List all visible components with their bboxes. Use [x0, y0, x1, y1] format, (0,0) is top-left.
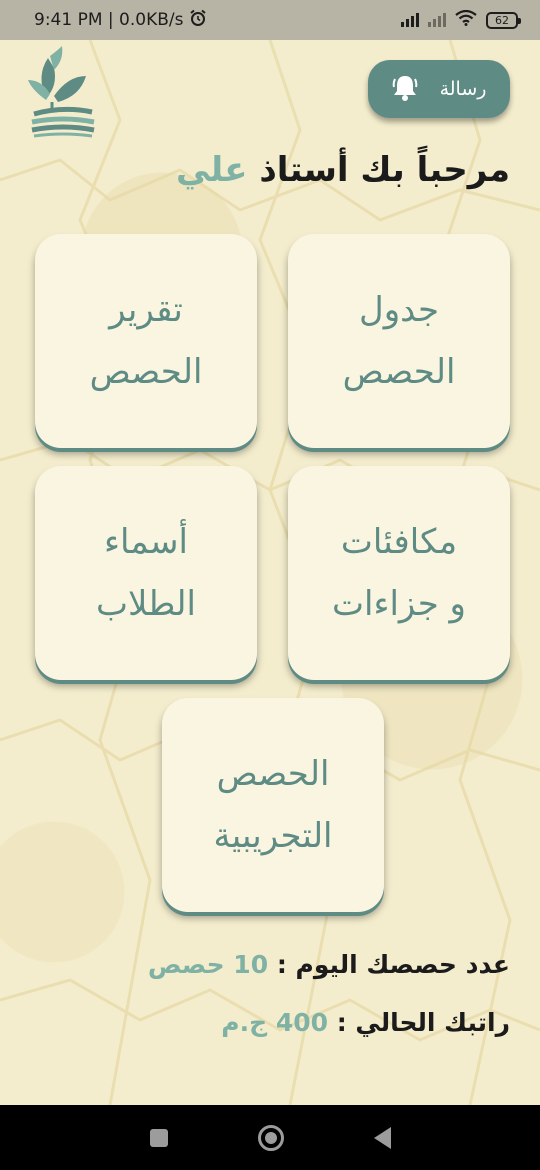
message-button-label: رسالة: [439, 78, 487, 100]
lessons-schedule-tile[interactable]: [288, 234, 510, 448]
home-button[interactable]: [258, 1125, 284, 1151]
status-left: [34, 9, 207, 32]
tile-line1: الحصص: [216, 754, 330, 794]
message-button[interactable]: [368, 60, 510, 118]
signal-icon: [401, 13, 419, 27]
trial-lessons-tile[interactable]: [162, 698, 384, 912]
tile-line2: الحصص: [342, 352, 456, 392]
wifi-icon: [455, 10, 477, 31]
salary-value: 400 ج.م: [221, 1008, 328, 1037]
tile-line1: تقرير: [109, 290, 183, 330]
status-time-speed: 9:41 PM | 0.0KB/s: [34, 10, 184, 30]
welcome-heading: [176, 150, 510, 190]
tile-line2: الحصص: [89, 352, 203, 392]
recents-button[interactable]: [150, 1129, 168, 1147]
app-logo: [28, 46, 98, 138]
status-right: [401, 10, 518, 31]
lessons-today-label: عدد حصصك اليوم :: [276, 950, 510, 979]
alarm-icon: [189, 9, 207, 32]
tile-line1: جدول: [359, 290, 439, 330]
tile-line1: أسماء: [104, 522, 188, 562]
students-names-tile[interactable]: [35, 466, 257, 680]
battery-icon: 62: [486, 12, 518, 29]
system-nav-bar: [0, 1105, 540, 1170]
bell-icon: [392, 73, 418, 106]
tile-line1: مكافئات: [340, 522, 458, 562]
app-screen: [0, 40, 540, 1105]
lessons-today-value: 10 حصص: [147, 950, 269, 979]
rewards-penalties-tile[interactable]: [288, 466, 510, 680]
welcome-greeting: مرحباً بك أستاذ: [259, 150, 510, 190]
signal-weak-icon: [428, 13, 446, 27]
back-button[interactable]: [374, 1127, 391, 1149]
salary-stat: [221, 1008, 510, 1037]
tile-line2: الطلاب: [96, 584, 196, 624]
status-bar: [0, 0, 540, 40]
lessons-today-stat: [148, 950, 510, 979]
salary-label: راتبك الحالي :: [336, 1008, 510, 1037]
tile-line2: التجريبية: [213, 816, 333, 856]
tile-line2: و جزاءات: [332, 584, 466, 624]
teacher-name: علي: [176, 150, 248, 190]
lessons-report-tile[interactable]: [35, 234, 257, 448]
